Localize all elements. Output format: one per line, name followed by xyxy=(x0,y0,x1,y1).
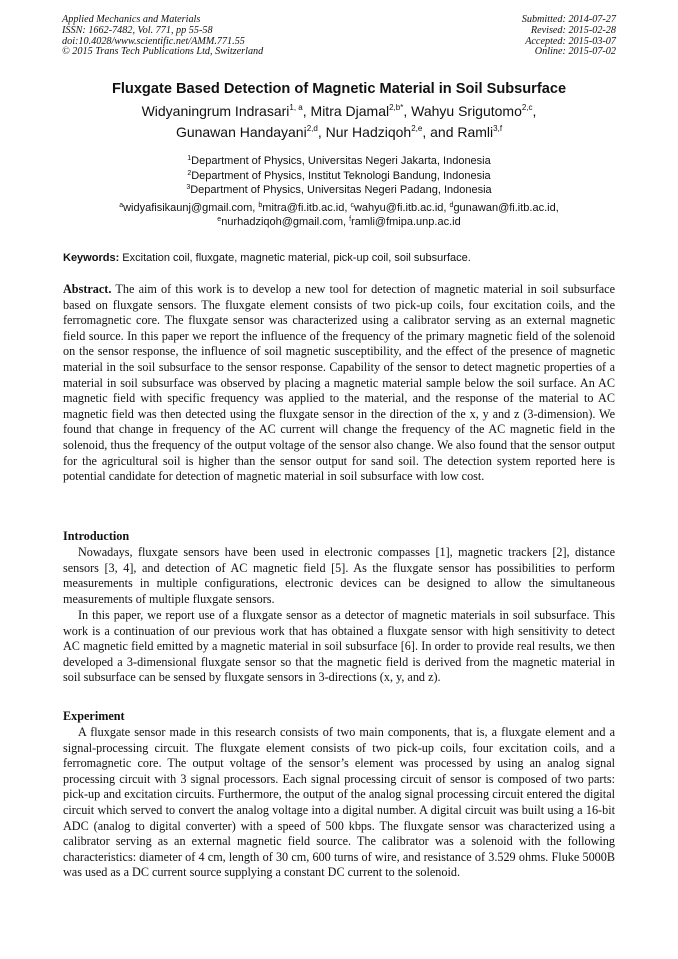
affiliation-item xyxy=(0,154,678,169)
email-sup: d xyxy=(449,202,454,209)
email-sup: b xyxy=(258,202,263,209)
author-sep: , xyxy=(403,103,412,119)
date-accepted: Accepted: 2015-03-07 xyxy=(525,35,616,47)
author-sup: 1, a xyxy=(289,103,303,112)
abstract-label: Abstract. xyxy=(63,282,112,296)
email-link[interactable]: mitra@fi.itb.ac.id, xyxy=(262,202,351,214)
author-name: Nur Hadziqoh xyxy=(325,124,412,140)
keywords-text: Excitation coil, fluxgate, magnetic material, pick-up coil, soil subsurface. xyxy=(119,252,471,264)
author-list xyxy=(0,101,678,143)
affiliation-sup: 1 xyxy=(187,155,192,162)
journal-copyright: © 2015 Trans Tech Publications Ltd, Switzerland xyxy=(62,46,264,58)
paper-title: Fluxgate Based Detection of Magnetic Material in Soil Subsurface xyxy=(111,81,567,97)
author-name: Wahyu Srigutomo xyxy=(411,103,522,119)
journal-doi: doi:10.4028/www.scientific.net/AMM.771.55 xyxy=(62,35,245,47)
section-heading-introduction: Introduction xyxy=(63,529,130,543)
introduction-paragraph: In this paper, we report use of a fluxgate sensor as a detector of magnetic materials in soil subsurface. This work is a continuation of our previous work that has obtained a fluxgate sensor with high sensitivity to detect AC magnetic field emitted by a magnetic material in soil subsurface [6]. In order to provide real results, we then developed a 3-dimensional fluxgate sensor so that the magnetic field is derived from the magnetic material in soil subsurface can be sensed by fluxgate sensors in 3-directions (x, y, and z). xyxy=(63,608,615,685)
email-sup: f xyxy=(349,215,352,223)
author-name: Ramli xyxy=(457,124,494,140)
section-heading-experiment: Experiment xyxy=(63,709,125,723)
author-sup: 2,e xyxy=(411,124,423,133)
abstract xyxy=(63,282,615,485)
email-sup: a xyxy=(119,202,124,209)
affiliation-list xyxy=(0,154,678,198)
author-sep: , xyxy=(302,103,311,119)
introduction-paragraph: Nowadays, fluxgate sensors have been used in electronic compasses [1], magnetic trackers [2], distance sensors [3, 4], and detection of AC magnetic field [5]. As the fluxgate sensor has possibilities to perform measurements in multiple configurations, electronic devices can be designed to allow the simultaneous measurements of multiple fluxgate sensors. xyxy=(63,545,615,606)
abstract-text: The aim of this work is to develop a new tool for detection of magnetic material in soil subsurface based on fluxgate sensors. The fluxgate element consists of two pick-up coils, four excitation coils, and the ferromagnetic core. The fluxgate sensor was characterized using a calibrator serving as an external magnetic field source. In this paper we report the influence of the frequency of the primary magnetic field of the solenoid on the sensor response, the influence of soil magnetic susceptibility, and the effect of the presence of magnetic material in the soil subsurface to the sensor response. Capability of the sensor to detect magnetic properties of a material in soil subsurface was observed by placing a magnetic material sample below the soil surface. An AC magnetic field with specific frequency was applied to the material, and the response of the material to AC magnetic field was then detected using the fluxgate sensor in the direction of the x, y and z (3-dimension). We found that change in frequency of the AC current will change the frequency of the AC magnetic field in the solenoid, thus the frequency of the output voltage of the sensor also change. We also found that the sensor output for the agricultural soil is higher than the sensor output for sand soil. The detection system reported here is potential candidate for detection of magnetic material in soil subsurface with low cost. xyxy=(63,282,615,484)
email-list xyxy=(0,202,678,229)
date-submitted: Submitted: 2014-07-27 xyxy=(521,14,616,25)
author-sup: 2,d xyxy=(306,124,318,133)
email-link[interactable]: ramli@fmipa.unp.ac.id xyxy=(351,215,461,228)
date-online: Online: 2015-07-02 xyxy=(534,46,616,58)
author-sep: , and xyxy=(422,124,458,140)
author-sup: 2,c xyxy=(521,103,533,112)
experiment-paragraph: A fluxgate sensor made in this research consists of two main components, that is, a fluxgate element and a signal-processing circuit. The fluxgate element consists of two pick-up coils, four excitation coils, and a ferromagnetic core. The output voltage of the sensor’s element was processed by using an analog signal processing circuit with 3 signal processors. Each signal processing circuit of sensor is composed of two parts: pick-up and excitation circuits. Furthermore, the output of the analog signal processing circuit entered the digital circuit which served to convert the analog voltage into a digital number. A digital circuit was built using a 16-bit ADC (analog to digital converter) with a speed of 500 kbps. The fluxgate sensor was characterized using a calibrator serving as an external magnetic field source. The calibrator was a solenoid with the following characteristics: diameter of 4 cm, length of 30 cm, 600 turns of wire, and resistance of 3.529 ohms. Fluke 5000B was used as a DC current source supplying a constant DC current to the solenoid. xyxy=(63,725,615,880)
author-name: Widyaningrum Indrasari xyxy=(141,103,290,119)
publication-dates xyxy=(522,15,616,58)
author-name: Gunawan Handayani xyxy=(175,124,307,140)
keywords xyxy=(63,251,623,265)
email-line-2 xyxy=(0,216,678,230)
affiliation-item xyxy=(0,169,678,184)
author-name: Mitra Djamal xyxy=(310,103,390,119)
journal-info xyxy=(62,15,263,58)
author-sep: , xyxy=(317,124,326,140)
email-line-1 xyxy=(0,202,678,216)
email-sup: c xyxy=(350,202,354,209)
email-link[interactable]: gunawan@fi.itb.ac.id, xyxy=(453,202,559,214)
journal-issn: ISSN: 1662-7482, Vol. 771, pp 55-58 xyxy=(62,24,213,36)
affiliation-text: Department of Physics, Universitas Negeri Jakarta, Indonesia xyxy=(191,155,491,167)
affiliation-item xyxy=(0,183,678,198)
affiliation-text: Department of Physics, Institut Teknologi Bandung, Indonesia xyxy=(191,169,491,182)
author-line-1 xyxy=(0,101,678,122)
email-link[interactable]: widyafisikaunj@gmail.com, xyxy=(123,202,259,214)
keywords-label: Keywords: xyxy=(63,252,120,264)
email-sup: e xyxy=(217,215,222,223)
author-sup: 3,f xyxy=(493,124,503,133)
email-link[interactable]: wahyu@fi.itb.ac.id, xyxy=(353,202,450,214)
author-sep: , xyxy=(532,103,537,119)
affiliation-text: Department of Physics, Universitas Negeri Padang, Indonesia xyxy=(190,184,492,196)
author-sup: 2,b* xyxy=(389,103,404,112)
author-line-2 xyxy=(0,122,678,143)
journal-name: Applied Mechanics and Materials xyxy=(62,14,201,25)
affiliation-sup: 3 xyxy=(186,184,191,191)
affiliation-sup: 2 xyxy=(187,169,192,177)
date-revised: Revised: 2015-02-28 xyxy=(530,24,616,36)
email-link[interactable]: nurhadziqoh@gmail.com, xyxy=(221,215,350,228)
